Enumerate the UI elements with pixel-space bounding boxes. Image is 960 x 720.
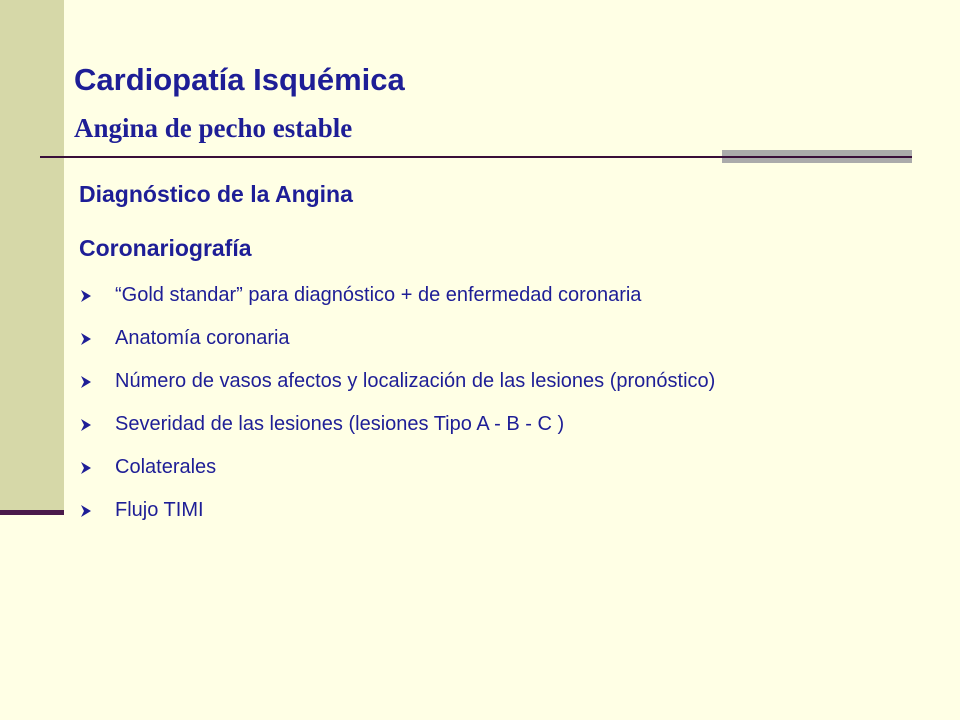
slide-subtitle: Angina de pecho estable <box>74 113 353 143</box>
left-accent-bar <box>0 510 64 515</box>
arrowhead-bullet-icon <box>79 332 93 346</box>
section-heading: Diagnóstico de la Angina <box>79 181 353 207</box>
slide-title: Cardiopatía Isquémica <box>74 62 405 97</box>
arrowhead-bullet-icon <box>79 375 93 389</box>
list-item <box>79 369 859 393</box>
bullet-list <box>79 283 859 541</box>
sub-heading: Coronariografía <box>79 235 252 261</box>
arrowhead-bullet-icon <box>79 418 93 432</box>
bullet-text: “Gold standar” para diagnóstico + de enfermedad coronaria <box>115 284 642 306</box>
bullet-text: Flujo TIMI <box>115 499 204 521</box>
bullet-text: Anatomía coronaria <box>115 327 290 349</box>
arrowhead-bullet-icon <box>79 504 93 518</box>
bullet-text: Colaterales <box>115 456 217 478</box>
title-divider-accent-bottom <box>722 158 912 163</box>
bullet-text: Severidad de las lesiones (lesiones Tipo A - B - C ) <box>115 413 565 435</box>
list-item <box>79 455 859 479</box>
bullet-text: Número de vasos afectos y localización de las lesiones (pronóstico) <box>115 370 716 392</box>
arrowhead-bullet-icon <box>79 461 93 475</box>
arrowhead-bullet-icon <box>79 289 93 303</box>
list-item <box>79 412 859 436</box>
list-item <box>79 498 859 522</box>
list-item <box>79 326 859 350</box>
list-item <box>79 283 859 307</box>
left-accent-band <box>0 0 64 514</box>
title-divider-accent-top <box>722 150 912 156</box>
